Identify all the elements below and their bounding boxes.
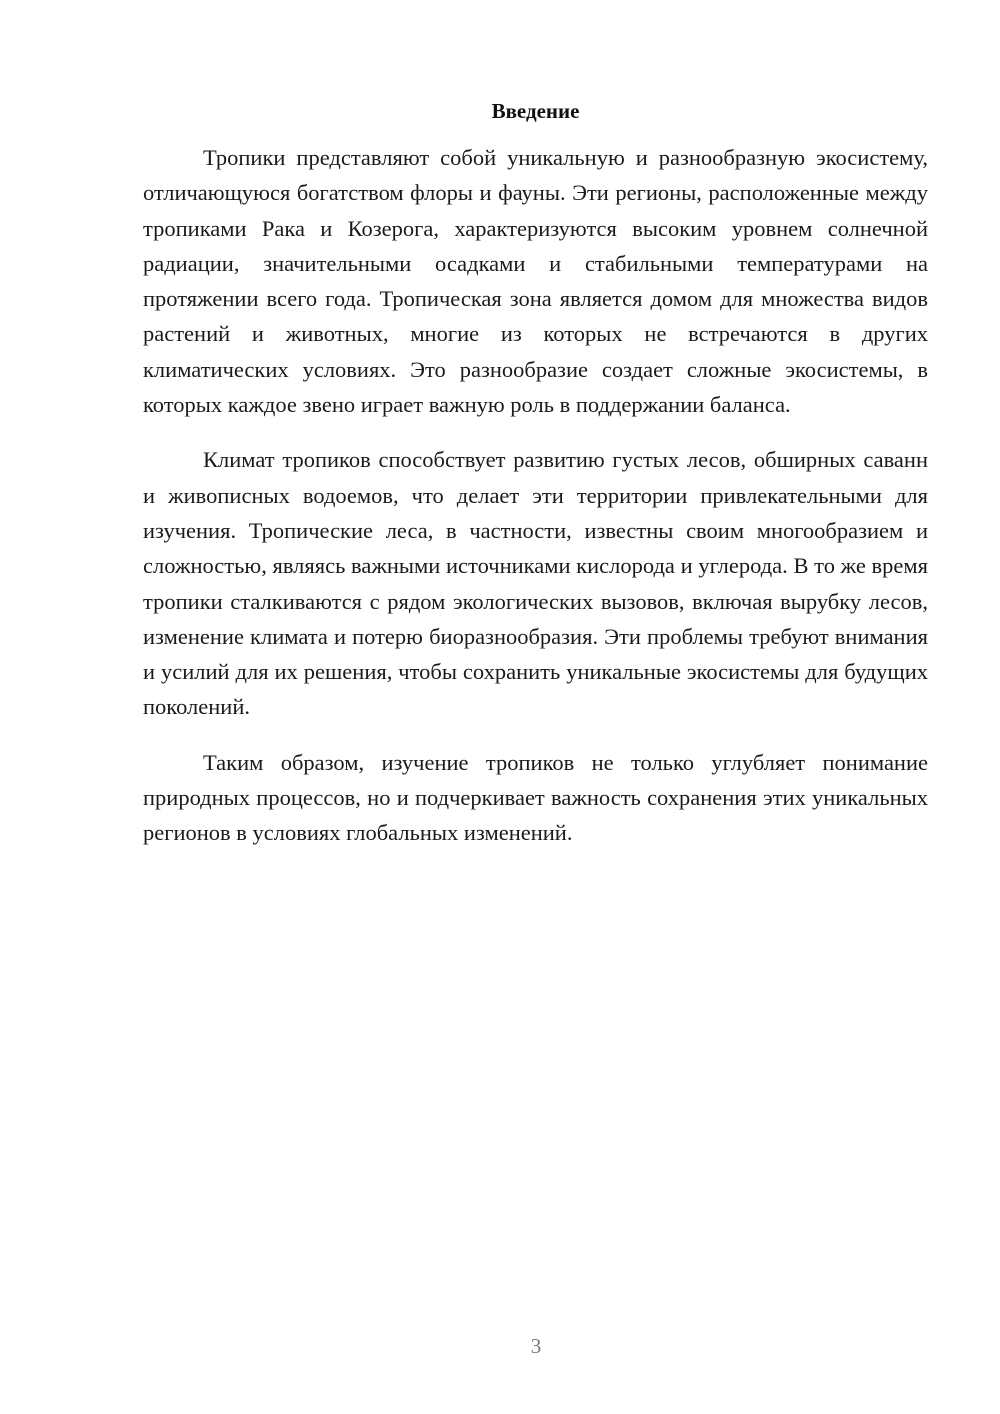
page-number: 3: [530, 1334, 542, 1358]
page-content: [143, 96, 928, 871]
paragraph-1: Тропики представляют собой уникальную и разнообразную экосистему, отличающуюся богатством флоры и фауны. Эти регионы, расположенные между тропиками Рака и Козерога, характеризуются высоким уровнем солнечной радиации, значительными осадками и стабильными температурами на протяжении всего года. Тропическая зона является домом для множества видов растений и животных, многие из которых не встречаются в других климатических условиях. Это разнообразие создает сложные экосистемы, в которых каждое звено играет важную роль в поддержании баланса.: [143, 145, 928, 418]
paragraph-2: Климат тропиков способствует развитию густых лесов, обширных саванн и живописных водоемов, что делает эти территории привлекательными для изучения. Тропические леса, в частности, известны своим многообразием и сложностью, являясь важными источниками кислорода и углерода. В то же время тропики сталкиваются с рядом экологических вызовов, включая вырубку лесов, изменение климата и потерю биоразнообразия. Эти проблемы требуют внимания и усилий для их решения, чтобы сохранить уникальные экосистемы для будущих поколений.: [143, 447, 928, 720]
section-heading: Введение: [491, 99, 580, 123]
paragraph-3: Таким образом, изучение тропиков не только углубляет понимание природных процессов, но и подчеркивает важность сохранения этих уникальных регионов в условиях глобальных изменений.: [143, 749, 928, 846]
